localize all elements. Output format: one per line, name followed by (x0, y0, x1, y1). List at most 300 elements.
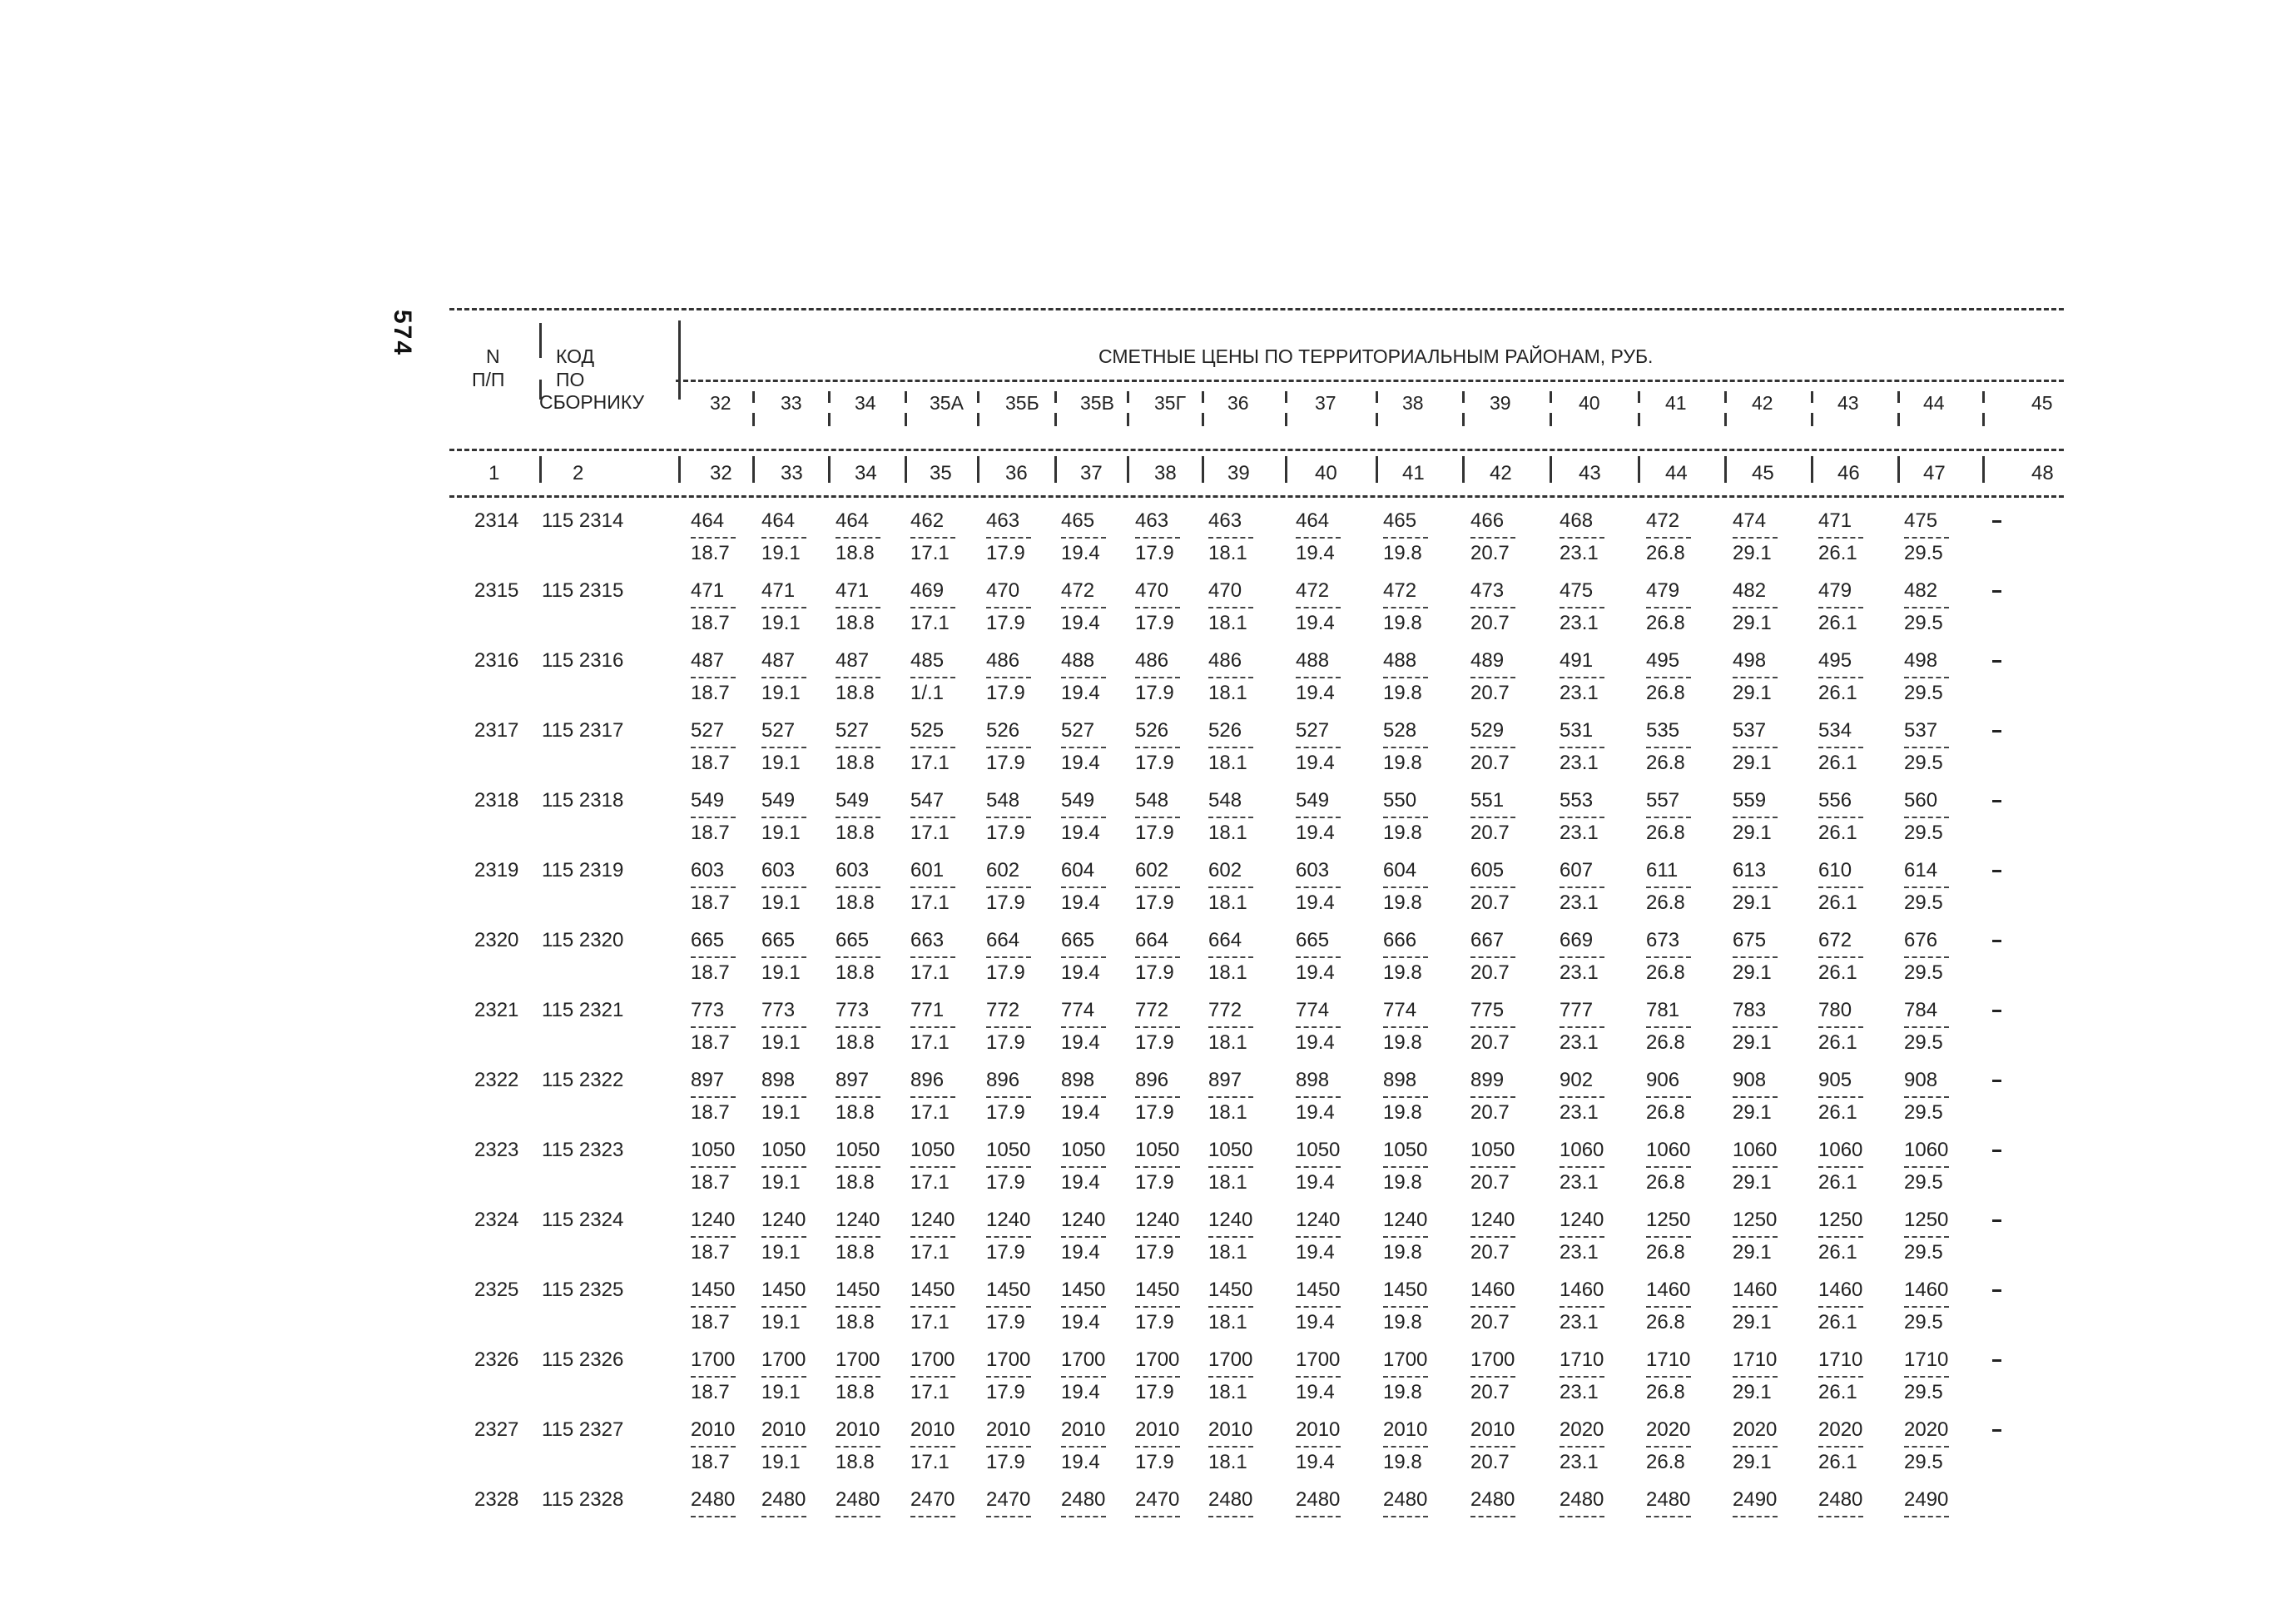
coefficient-value: 19.1 (761, 1311, 801, 1333)
price-cell (691, 1488, 744, 1544)
fraction-rule (1470, 607, 1515, 608)
price-cell (910, 649, 964, 705)
price-cell (1061, 1418, 1114, 1474)
coefficient-value: 17.1 (910, 891, 950, 914)
column-number: 45 (1752, 462, 1774, 484)
coefficient-value: 19.4 (1061, 1241, 1100, 1264)
coefficient-value: 26.1 (1818, 891, 1857, 914)
coefficient-value: 18.7 (691, 1451, 730, 1473)
fraction-rule (1646, 1516, 1691, 1517)
column-separator (678, 456, 681, 483)
price-cell (1296, 1418, 1349, 1474)
coefficient-value: 17.9 (1135, 1031, 1174, 1054)
price-value: 526 (1135, 719, 1169, 742)
price-value: 498 (1733, 649, 1767, 672)
price-value: 1700 (836, 1348, 880, 1371)
price-value: 547 (910, 789, 945, 812)
fraction-rule (1904, 1236, 1949, 1238)
fraction-rule (1296, 1376, 1341, 1378)
price-cell (691, 1209, 744, 1264)
price-cell (1646, 1139, 1699, 1194)
price-value: 1710 (1818, 1348, 1863, 1371)
row-code: 115 2316 (542, 649, 624, 672)
column-separator (1638, 391, 1640, 403)
fraction-rule (1383, 677, 1428, 678)
price-cell (1560, 1348, 1613, 1404)
fraction-rule (910, 677, 955, 678)
coefficient-value: 23.1 (1560, 1101, 1599, 1124)
fraction-rule (1733, 677, 1778, 678)
coefficient-value: 19.1 (761, 1381, 801, 1403)
price-value: 1450 (1296, 1279, 1341, 1301)
price-value: 783 (1733, 999, 1767, 1021)
coefficient-value: 17.9 (1135, 961, 1174, 984)
coefficient-value: 18.7 (691, 1171, 730, 1194)
price-value: 601 (910, 859, 945, 881)
price-cell (836, 509, 889, 565)
column-separator (1202, 413, 1204, 426)
price-value: 2470 (986, 1488, 1031, 1511)
price-cell (1904, 1348, 1957, 1404)
price-cell (836, 1488, 889, 1544)
fraction-rule (1470, 1376, 1515, 1378)
price-value: 1460 (1470, 1279, 1515, 1301)
fraction-rule (1208, 956, 1253, 958)
price-cell (1061, 929, 1114, 985)
price-cell (1904, 1418, 1957, 1474)
price-value: 2480 (1646, 1488, 1691, 1511)
price-cell (1904, 1069, 1957, 1125)
price-cell (1904, 999, 1957, 1055)
coefficient-value (1646, 1521, 1699, 1544)
coefficient-value: 19.4 (1296, 1101, 1335, 1124)
price-cell (1208, 1139, 1262, 1194)
price-value: 603 (691, 859, 725, 881)
price-cell (910, 999, 964, 1055)
price-value: 1450 (1383, 1279, 1428, 1301)
column-separator (1982, 456, 1985, 483)
price-value: 475 (1560, 579, 1594, 602)
coefficient-value: 26.8 (1646, 1311, 1685, 1333)
price-cell (1383, 1209, 1436, 1264)
price-value: 603 (1296, 859, 1330, 881)
price-cell (910, 1069, 964, 1125)
column-separator (752, 456, 755, 483)
coefficient-value: 26.8 (1646, 682, 1685, 704)
coefficient-value: 19.1 (761, 1241, 801, 1264)
fraction-rule (910, 747, 955, 748)
fraction-rule (1061, 607, 1106, 608)
coefficient-value (910, 1521, 964, 1544)
coefficient-value: 18.8 (836, 682, 875, 704)
price-value: 1250 (1818, 1209, 1863, 1231)
fraction-rule (986, 956, 1031, 958)
price-cell (1383, 1418, 1436, 1474)
coefficient-value: 17.9 (986, 822, 1025, 844)
price-value: 1450 (986, 1279, 1031, 1301)
price-value: 2480 (836, 1488, 880, 1511)
price-cell (1383, 1069, 1436, 1125)
fraction-rule (1061, 886, 1106, 888)
price-value: 470 (986, 579, 1020, 602)
fraction-rule (1646, 1376, 1691, 1378)
row-number: 2324 (474, 1209, 519, 1231)
fraction-rule (1135, 1516, 1180, 1517)
price-cell (1135, 649, 1188, 705)
price-cell (1061, 579, 1114, 635)
price-cell (761, 1279, 815, 1334)
price-cell (1383, 579, 1436, 635)
coefficient-value: 18.8 (836, 1451, 875, 1473)
fraction-rule (1560, 886, 1604, 888)
price-value: 664 (986, 929, 1020, 951)
price-value: 463 (1208, 509, 1242, 532)
price-value: 537 (1904, 719, 1938, 742)
fraction-rule (1818, 607, 1863, 608)
price-value: 896 (910, 1069, 945, 1091)
coefficient-value: 26.1 (1818, 542, 1857, 564)
price-cell (1135, 1209, 1188, 1264)
fraction-rule (1904, 1306, 1949, 1308)
price-value: 1700 (691, 1348, 736, 1371)
price-cell (1135, 1279, 1188, 1334)
price-cell (1383, 719, 1436, 775)
price-cell (1646, 1069, 1699, 1125)
price-cell (761, 1418, 815, 1474)
coefficient-value: 19.4 (1296, 891, 1335, 914)
price-cell (761, 859, 815, 915)
row-number: 2322 (474, 1069, 519, 1091)
price-value: 2480 (761, 1488, 806, 1511)
coefficient-value: 18.7 (691, 542, 730, 564)
price-value: 469 (910, 579, 945, 602)
coefficient-value: 17.9 (986, 542, 1025, 564)
coefficient-value: 17.9 (1135, 1451, 1174, 1473)
price-cell (691, 579, 744, 635)
price-cell (761, 1488, 815, 1544)
coefficient-value: 19.4 (1296, 612, 1335, 634)
price-value: 602 (986, 859, 1020, 881)
column-number: 43 (1579, 462, 1601, 484)
column-separator (1724, 413, 1727, 426)
price-value: 1240 (910, 1209, 955, 1231)
coefficient-value: 23.1 (1560, 1031, 1599, 1054)
price-cell (1560, 999, 1613, 1055)
price-cell (836, 1069, 889, 1125)
price-cell (836, 719, 889, 775)
column-separator (905, 391, 907, 403)
coefficient-value: 29.1 (1733, 612, 1772, 634)
price-cell (1733, 1209, 1786, 1264)
price-value: 1450 (761, 1279, 806, 1301)
column-separator (1127, 391, 1129, 403)
fraction-rule (836, 1096, 880, 1098)
price-value: 495 (1818, 649, 1852, 672)
fraction-rule (1061, 1026, 1106, 1028)
row-code: 115 2320 (542, 929, 624, 951)
price-value: 664 (1208, 929, 1242, 951)
fraction-rule (910, 1026, 955, 1028)
price-cell (1560, 929, 1613, 985)
fraction-rule (1135, 1096, 1180, 1098)
column-separator (1897, 391, 1900, 403)
price-value: 1450 (836, 1279, 880, 1301)
coefficient-value: 26.1 (1818, 1241, 1857, 1264)
coefficient-value: 19.1 (761, 682, 801, 704)
coefficient-value: 17.9 (1135, 822, 1174, 844)
fraction-rule (1061, 1446, 1106, 1448)
coefficient-value: 23.1 (1560, 891, 1599, 914)
price-value: 1060 (1818, 1139, 1863, 1161)
price-value: 1050 (691, 1139, 736, 1161)
coefficient-value: 19.8 (1383, 682, 1422, 704)
price-value: 665 (1061, 929, 1095, 951)
coefficient-value: 19.4 (1296, 1241, 1335, 1264)
price-cell (691, 649, 744, 705)
fraction-rule (1470, 677, 1515, 678)
fraction-rule (1383, 1376, 1428, 1378)
coefficient-value: 18.8 (836, 1031, 875, 1054)
fraction-rule (761, 817, 806, 818)
column-number: 39 (1227, 462, 1250, 484)
col-code-label-2: ПО (556, 369, 585, 390)
price-cell (1818, 1209, 1872, 1264)
coefficient-value: 18.8 (836, 961, 875, 984)
row-number: 2323 (474, 1139, 519, 1161)
price-cell (910, 579, 964, 635)
price-cell (1470, 1418, 1524, 1474)
price-value: 1700 (1061, 1348, 1106, 1371)
fraction-rule (1646, 1096, 1691, 1098)
price-cell (691, 1139, 744, 1194)
row-number: 2315 (474, 579, 519, 602)
coefficient-value: 19.8 (1383, 542, 1422, 564)
column-separator (1811, 413, 1813, 426)
fraction-rule (1560, 956, 1604, 958)
price-value: 526 (1208, 719, 1242, 742)
fraction-rule (910, 1166, 955, 1168)
row-number: 2314 (474, 509, 519, 532)
price-value: 489 (1470, 649, 1505, 672)
fraction-rule (1135, 1166, 1180, 1168)
price-cell (1135, 1139, 1188, 1194)
fraction-rule (910, 817, 955, 818)
fraction-rule (1208, 1026, 1253, 1028)
fraction-rule (1135, 747, 1180, 748)
price-cell (1818, 929, 1872, 985)
price-value: 498 (1904, 649, 1938, 672)
price-value: 897 (691, 1069, 725, 1091)
price-cell (1470, 509, 1524, 565)
coefficient-value: 19.4 (1296, 1381, 1335, 1403)
coefficient-value: 29.1 (1733, 1381, 1772, 1403)
fraction-rule (1208, 1376, 1253, 1378)
fraction-rule (1646, 677, 1691, 678)
fraction-rule (1296, 747, 1341, 748)
fraction-rule (1296, 1236, 1341, 1238)
coefficient-value: 19.1 (761, 961, 801, 984)
column-separator (1811, 391, 1813, 403)
coefficient-value: 19.8 (1383, 891, 1422, 914)
fraction-rule (1470, 747, 1515, 748)
fraction-rule (691, 956, 736, 958)
fraction-rule (1296, 1026, 1341, 1028)
column-number: 48 (2031, 462, 2054, 484)
coefficient-value (1061, 1521, 1114, 1544)
price-cell (986, 509, 1039, 565)
no-value-mark (1992, 800, 2001, 802)
price-value: 1240 (1135, 1209, 1180, 1231)
price-cell (761, 929, 815, 985)
price-value: 495 (1646, 649, 1680, 672)
coefficient-value: 17.1 (910, 1171, 950, 1194)
coefficient-value: 19.4 (1061, 682, 1100, 704)
price-value: 471 (836, 579, 870, 602)
coefficient-value: 17.9 (986, 1311, 1025, 1333)
fraction-rule (1560, 1516, 1604, 1517)
coefficient-value: 19.4 (1296, 1031, 1335, 1054)
price-cell (1296, 999, 1349, 1055)
price-cell (761, 789, 815, 845)
coefficient-value: 17.9 (1135, 682, 1174, 704)
coefficient-value: 17.9 (986, 612, 1025, 634)
price-cell (986, 1348, 1039, 1404)
price-value: 479 (1646, 579, 1680, 602)
fraction-rule (691, 1096, 736, 1098)
coefficient-value: 29.5 (1904, 1031, 1943, 1054)
coefficient-value: 17.9 (1135, 1311, 1174, 1333)
price-value: 1710 (1646, 1348, 1691, 1371)
fraction-rule (761, 1446, 806, 1448)
price-cell (1560, 789, 1613, 845)
fraction-rule (1646, 956, 1691, 958)
price-cell (1904, 789, 1957, 845)
price-value: 664 (1135, 929, 1169, 951)
column-separator (1550, 456, 1552, 483)
price-cell (761, 1209, 815, 1264)
price-cell (910, 1488, 964, 1544)
fraction-rule (1560, 1026, 1604, 1028)
row-code: 115 2317 (542, 719, 624, 742)
fraction-rule (1904, 1516, 1949, 1517)
coefficient-value (1208, 1521, 1262, 1544)
coefficient-value: 26.8 (1646, 1031, 1685, 1054)
price-cell (1904, 649, 1957, 705)
coefficient-value: 29.5 (1904, 1381, 1943, 1403)
price-value: 471 (761, 579, 796, 602)
column-separator (1811, 456, 1813, 483)
price-value: 527 (761, 719, 796, 742)
fraction-rule (1296, 1516, 1341, 1517)
price-cell (986, 579, 1039, 635)
price-value: 2480 (1061, 1488, 1106, 1511)
price-cell (1061, 1488, 1114, 1544)
no-value-mark (1992, 870, 2001, 872)
price-cell (1208, 1488, 1262, 1544)
coefficient-value: 29.5 (1904, 1101, 1943, 1124)
coefficient-value: 18.1 (1208, 1031, 1247, 1054)
fraction-rule (1646, 607, 1691, 608)
price-value: 1450 (691, 1279, 736, 1301)
fraction-rule (836, 956, 880, 958)
row-number: 2327 (474, 1418, 519, 1441)
no-value-mark (1992, 590, 2001, 593)
fraction-rule (1061, 817, 1106, 818)
price-cell (691, 1418, 744, 1474)
price-cell (1904, 1279, 1957, 1334)
fraction-rule (1470, 886, 1515, 888)
fraction-rule (1818, 1236, 1863, 1238)
price-cell (1733, 1348, 1786, 1404)
price-cell (1061, 999, 1114, 1055)
price-cell (1470, 1069, 1524, 1125)
price-value: 1450 (1135, 1279, 1180, 1301)
fraction-rule (1383, 956, 1428, 958)
fraction-rule (1296, 956, 1341, 958)
price-cell (1208, 859, 1262, 915)
fraction-rule (1560, 607, 1604, 608)
fraction-rule (986, 677, 1031, 678)
price-cell (910, 1279, 964, 1334)
coefficient-value: 19.4 (1061, 822, 1100, 844)
price-value: 672 (1818, 929, 1852, 951)
fraction-rule (986, 1306, 1031, 1308)
price-cell (1904, 859, 1957, 915)
coefficient-value: 26.8 (1646, 1171, 1685, 1194)
column-separator (828, 456, 831, 483)
column-separator (828, 391, 831, 403)
fraction-rule (691, 537, 736, 539)
row-code: 115 2314 (542, 509, 624, 532)
price-cell (1904, 1488, 1957, 1544)
price-value: 537 (1733, 719, 1767, 742)
price-cell (1560, 719, 1613, 775)
price-value: 1700 (761, 1348, 806, 1371)
price-cell (1646, 859, 1699, 915)
fraction-rule (1470, 1096, 1515, 1098)
fraction-rule (1818, 677, 1863, 678)
price-value: 2010 (910, 1418, 955, 1441)
price-value: 2480 (1818, 1488, 1863, 1511)
row-code: 115 2319 (542, 859, 624, 881)
price-cell (1733, 1279, 1786, 1334)
price-value: 898 (1061, 1069, 1095, 1091)
fraction-rule (1296, 537, 1341, 539)
price-cell (910, 1209, 964, 1264)
price-value: 1050 (761, 1139, 806, 1161)
fraction-rule (761, 1166, 806, 1168)
price-cell (1904, 509, 1957, 565)
price-cell (1296, 1279, 1349, 1334)
price-value: 663 (910, 929, 945, 951)
column-separator (1127, 456, 1129, 483)
coefficient-value: 18.7 (691, 752, 730, 774)
fraction-rule (1208, 1096, 1253, 1098)
fraction-rule (1818, 1166, 1863, 1168)
column-separator (678, 380, 681, 400)
price-value: 1700 (910, 1348, 955, 1371)
coefficient-value: 19.1 (761, 612, 801, 634)
price-value: 463 (986, 509, 1020, 532)
price-value: 485 (910, 649, 945, 672)
coefficient-value: 19.1 (761, 1171, 801, 1194)
coefficient-value (1904, 1521, 1957, 1544)
coefficient-value (1296, 1521, 1349, 1544)
price-cell (836, 1279, 889, 1334)
column-separator (539, 323, 542, 358)
column-separator (1376, 413, 1378, 426)
coefficient-value: 20.7 (1470, 822, 1510, 844)
